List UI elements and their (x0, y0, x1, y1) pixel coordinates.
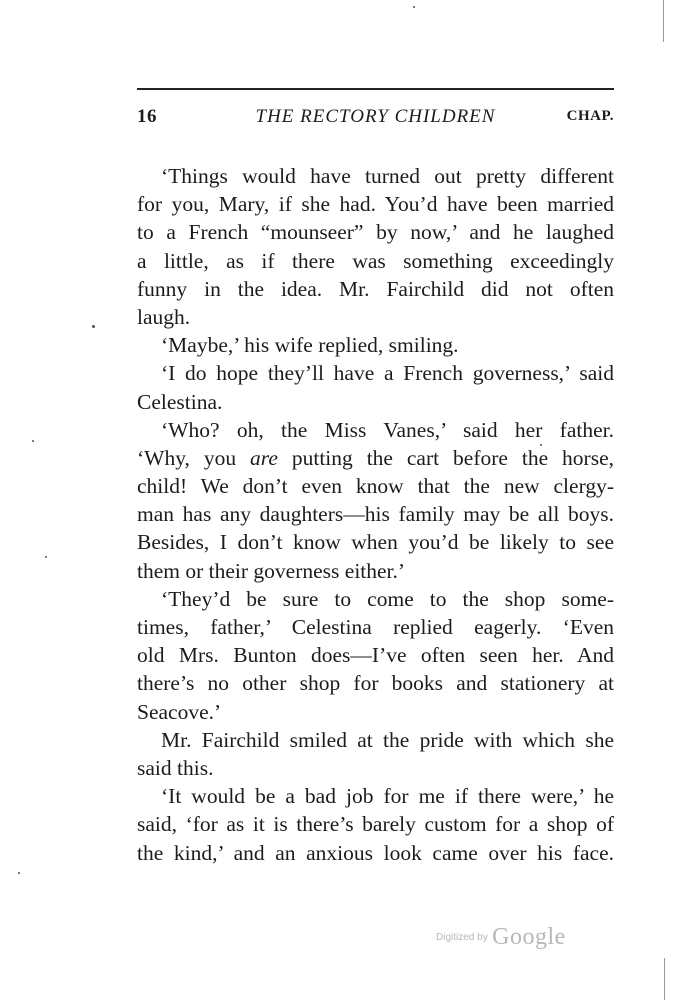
text-line: Celestina. (137, 389, 223, 414)
paper-speck (45, 556, 47, 558)
digitized-watermark (436, 924, 566, 951)
chapter-abbrev: CHAP. (566, 108, 614, 124)
text-line: said, ‘for as it is there’s barely custom for a shop of (137, 812, 614, 837)
text-line: ‘Why, you are putting the cart before the horse, (137, 445, 614, 470)
text-line: said this. (137, 755, 214, 780)
paper-speck (92, 325, 95, 328)
text-line: ‘Maybe,’ his wife replied, smiling. (161, 333, 459, 358)
text-line: ‘I do hope they’ll have a French governess,’ said (161, 361, 614, 386)
running-header (137, 106, 614, 130)
text-line: ‘Things would have turned out pretty different (161, 164, 614, 188)
header-rule (137, 88, 614, 90)
text-line: a little, as if there was something exceedingly (137, 248, 614, 273)
text-line: there’s no other shop for books and stationery at (137, 671, 614, 696)
text-line: man has any daughters—his family may be all boys. (137, 502, 614, 527)
edge-mark-top (663, 0, 664, 42)
text-line: to a French “mounseer” by now,’ and he laughed (137, 220, 614, 245)
text-line: old Mrs. Bunton does—I’ve often seen her. And (137, 643, 614, 668)
text-line: for you, Mary, if she had. You’d have been married (137, 192, 614, 217)
text-line: the kind,’ and an anxious look came over his face. (137, 840, 614, 865)
text-line: funny in the idea. Mr. Fairchild did not often (137, 276, 614, 301)
text-line: child! We don’t even know that the new clergy- (137, 474, 614, 499)
edge-mark-bottom (664, 958, 665, 1000)
text-line: ‘They’d be sure to come to the shop some- (161, 586, 614, 611)
text-line: them or their governess either.’ (137, 558, 406, 583)
text-line: times, father,’ Celestina replied eagerly. ‘Even (137, 615, 614, 639)
watermark-prefix: Digitized by (436, 932, 488, 943)
text-line: laugh. (137, 304, 191, 329)
body-text (137, 162, 614, 867)
paper-speck (32, 440, 34, 442)
running-title: THE RECTORY CHILDREN (255, 106, 496, 127)
text-line: Seacove.’ (137, 699, 222, 724)
paper-speck (18, 872, 20, 874)
text-line: ‘Who? oh, the Miss Vanes,’ said her father. (161, 417, 614, 442)
page-number: 16 (137, 106, 157, 127)
text-line: Mr. Fairchild smiled at the pride with which she (161, 727, 614, 752)
text-line: ‘It would be a bad job for me if there were,’ he (161, 784, 614, 809)
watermark-brand: Google (492, 924, 566, 950)
text-line: Besides, I don’t know when you’d be likely to see (137, 530, 614, 555)
emphasis: are (250, 445, 278, 470)
paper-speck (413, 6, 415, 8)
